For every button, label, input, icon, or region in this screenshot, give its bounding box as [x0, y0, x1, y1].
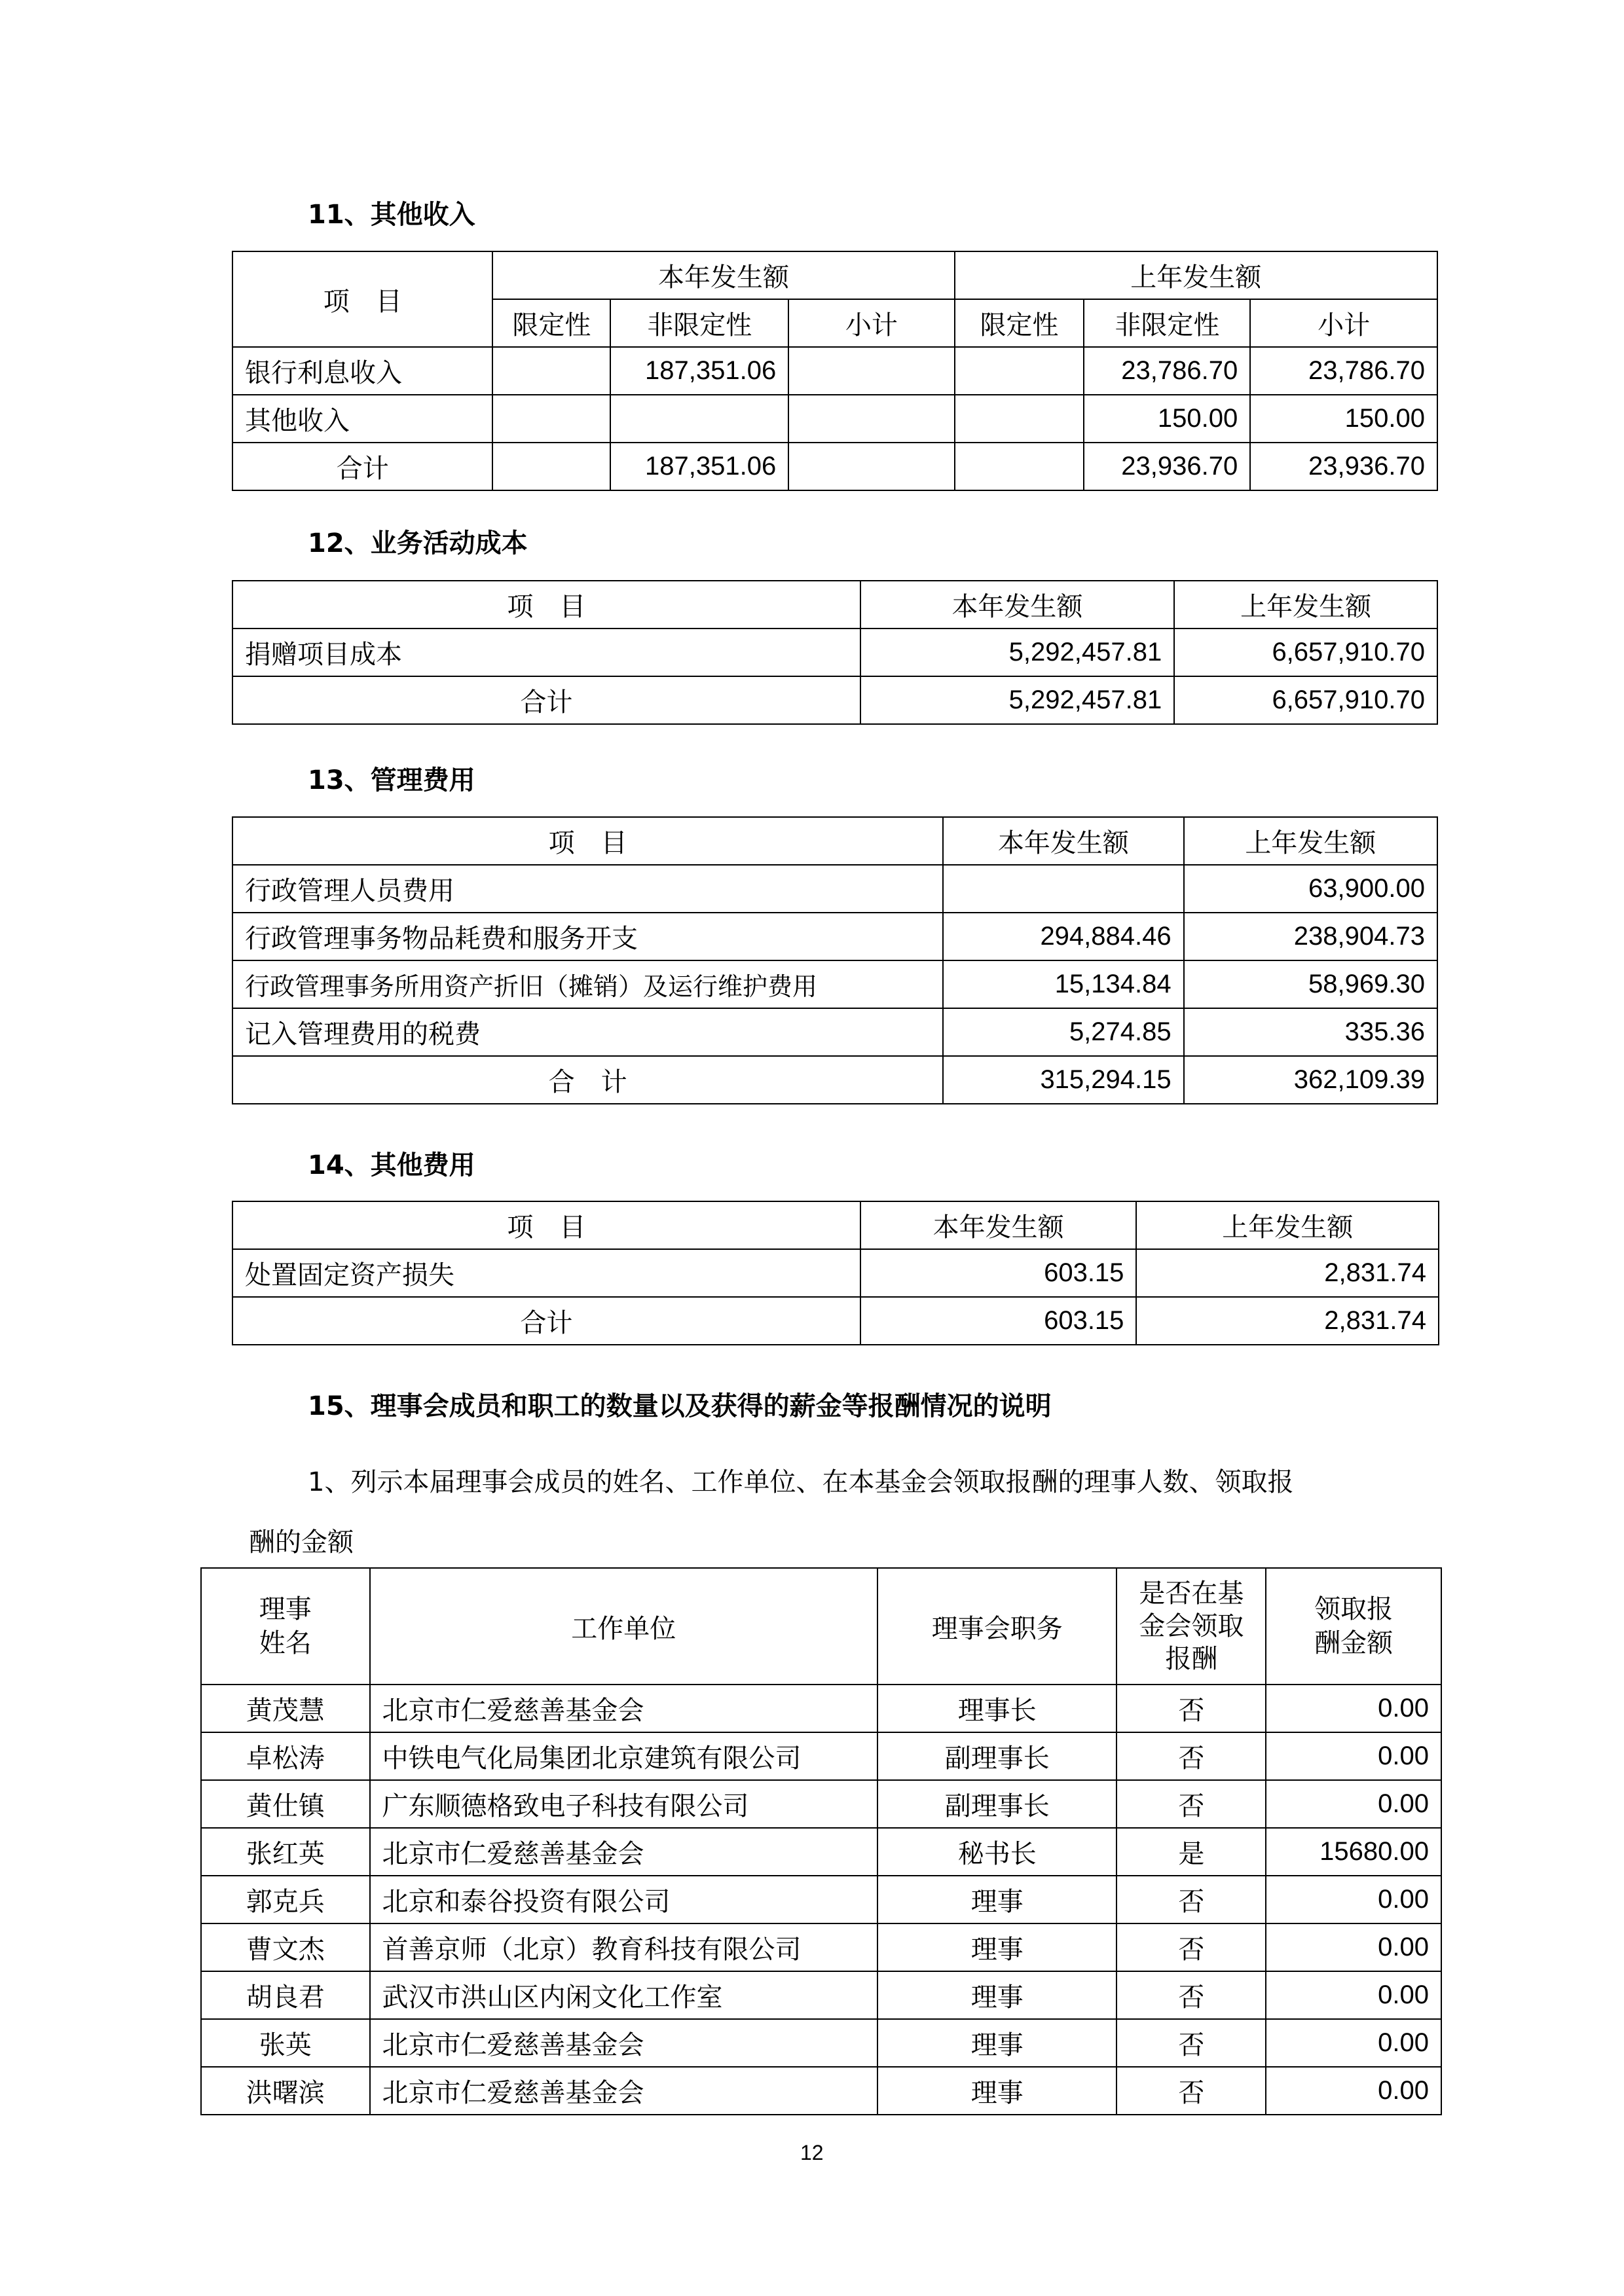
header-current-year: 本年发生额	[943, 817, 1183, 865]
cell: 150.00	[1250, 395, 1437, 443]
row-name: 行政管理人员费用	[232, 865, 943, 913]
other-income-table	[232, 251, 1438, 491]
header-organization: 工作单位	[370, 1568, 878, 1685]
member-paid-amount: 0.00	[1266, 1923, 1441, 1971]
cell	[492, 347, 610, 395]
member-paid-amount: 0.00	[1266, 2019, 1441, 2067]
section-15-heading: 15、理事会成员和职工的数量以及获得的薪金等报酬情况的说明	[308, 1391, 1052, 1421]
cell: 335.36	[1184, 1008, 1437, 1056]
member-name: 洪曙滨	[201, 2067, 370, 2115]
member-role: 副理事长	[877, 1780, 1116, 1828]
other-expense-table	[232, 1201, 1439, 1345]
header-item: 项 目	[232, 1201, 860, 1249]
header-text: 酬金额	[1314, 1628, 1393, 1658]
cell: 15,134.84	[943, 960, 1183, 1008]
table-row	[232, 676, 1437, 724]
table-row	[201, 2019, 1441, 2067]
management-expense-table	[232, 816, 1438, 1104]
header-item: 项 目	[232, 251, 492, 347]
member-organization: 武汉市洪山区内闲文化工作室	[370, 1971, 878, 2019]
table-row	[201, 1732, 1441, 1780]
header-text: 领取报	[1314, 1594, 1393, 1624]
cell: 603.15	[860, 1297, 1137, 1345]
table-row	[232, 1249, 1439, 1297]
member-paid-amount: 0.00	[1266, 1780, 1441, 1828]
header-previous-year: 上年发生额	[1184, 817, 1437, 865]
cell	[788, 443, 954, 490]
cell	[492, 443, 610, 490]
member-organization: 北京市仁爱慈善基金会	[370, 1828, 878, 1876]
member-organization: 广东顺德格致电子科技有限公司	[370, 1780, 878, 1828]
header-current-year: 本年发生额	[860, 1201, 1137, 1249]
business-cost-table	[232, 580, 1438, 725]
member-role: 理事	[877, 1971, 1116, 2019]
header-paid-amount	[1266, 1568, 1441, 1685]
member-paid-flag: 否	[1116, 2019, 1266, 2067]
table-row	[232, 629, 1437, 676]
section-14-heading: 14、其他费用	[308, 1150, 475, 1180]
member-organization: 北京和泰谷投资有限公司	[370, 1876, 878, 1923]
cell: 23,936.70	[1084, 443, 1250, 490]
header-text: 金会领取	[1139, 1611, 1244, 1641]
cell	[955, 395, 1084, 443]
row-name: 合计	[232, 676, 860, 724]
row-name: 合 计	[232, 1056, 943, 1104]
row-name: 记入管理费用的税费	[232, 1008, 943, 1056]
row-name: 合计	[232, 443, 492, 490]
section-11-heading: 11、其他收入	[308, 200, 475, 230]
cell: 23,786.70	[1084, 347, 1250, 395]
member-role: 副理事长	[877, 1732, 1116, 1780]
table-row	[201, 1685, 1441, 1732]
member-paid-amount: 0.00	[1266, 1971, 1441, 2019]
header-unrestricted: 非限定性	[1084, 299, 1250, 347]
member-name: 曹文杰	[201, 1923, 370, 1971]
header-text: 是否在基	[1139, 1578, 1244, 1609]
member-role: 理事长	[877, 1685, 1116, 1732]
header-current-year: 本年发生额	[860, 581, 1175, 629]
member-paid-amount: 0.00	[1266, 1876, 1441, 1923]
member-name: 黄茂慧	[201, 1685, 370, 1732]
cell: 5,292,457.81	[860, 629, 1175, 676]
member-name: 张红英	[201, 1828, 370, 1876]
header-paid-flag	[1116, 1568, 1266, 1685]
member-paid-flag: 否	[1116, 1685, 1266, 1732]
cell: 2,831.74	[1136, 1249, 1439, 1297]
member-name: 胡良君	[201, 1971, 370, 2019]
header-item: 项 目	[232, 817, 943, 865]
row-name: 行政管理事务物品耗费和服务开支	[232, 913, 943, 960]
member-paid-flag: 否	[1116, 1971, 1266, 2019]
page-number: 12	[800, 2141, 824, 2164]
member-paid-flag: 否	[1116, 1876, 1266, 1923]
paragraph-line-2: 酬的金额	[249, 1527, 354, 1558]
member-paid-flag: 否	[1116, 1732, 1266, 1780]
header-unrestricted: 非限定性	[610, 299, 788, 347]
cell: 5,292,457.81	[860, 676, 1175, 724]
header-subtotal: 小计	[788, 299, 954, 347]
table-row	[201, 1876, 1441, 1923]
member-paid-flag: 否	[1116, 2067, 1266, 2115]
cell: 23,936.70	[1250, 443, 1437, 490]
cell: 187,351.06	[610, 443, 788, 490]
row-name: 捐赠项目成本	[232, 629, 860, 676]
member-paid-amount: 0.00	[1266, 1685, 1441, 1732]
member-name: 黄仕镇	[201, 1780, 370, 1828]
header-previous-year: 上年发生额	[1136, 1201, 1439, 1249]
header-restricted: 限定性	[492, 299, 610, 347]
cell: 2,831.74	[1136, 1297, 1439, 1345]
header-previous-year: 上年发生额	[1174, 581, 1437, 629]
table-row	[201, 1923, 1441, 1971]
cell	[955, 347, 1084, 395]
member-organization: 北京市仁爱慈善基金会	[370, 2019, 878, 2067]
row-name: 处置固定资产损失	[232, 1249, 860, 1297]
member-paid-amount: 0.00	[1266, 1732, 1441, 1780]
cell: 58,969.30	[1184, 960, 1437, 1008]
cell	[788, 347, 954, 395]
table-row	[232, 865, 1437, 913]
header-text: 报酬	[1165, 1644, 1218, 1674]
member-organization: 北京市仁爱慈善基金会	[370, 1685, 878, 1732]
header-text: 理事	[259, 1594, 312, 1624]
cell: 6,657,910.70	[1174, 629, 1437, 676]
cell: 63,900.00	[1184, 865, 1437, 913]
header-member-name	[201, 1568, 370, 1685]
row-name: 合计	[232, 1297, 860, 1345]
member-role: 理事	[877, 1876, 1116, 1923]
member-name: 张英	[201, 2019, 370, 2067]
table-row	[232, 1008, 1437, 1056]
table-row	[232, 395, 1437, 443]
paragraph-line-1: 1、列示本届理事会成员的姓名、工作单位、在本基金会领取报酬的理事人数、领取报	[308, 1467, 1294, 1497]
table-row	[232, 960, 1437, 1008]
member-role: 秘书长	[877, 1828, 1116, 1876]
table-row	[201, 1828, 1441, 1876]
cell	[943, 865, 1183, 913]
member-paid-flag: 否	[1116, 1780, 1266, 1828]
table-row	[232, 443, 1437, 490]
table-row	[201, 2067, 1441, 2115]
table-row	[201, 1971, 1441, 2019]
table-row	[232, 1056, 1437, 1104]
cell: 362,109.39	[1184, 1056, 1437, 1104]
section-12-heading: 12、业务活动成本	[308, 528, 528, 558]
row-name: 其他收入	[232, 395, 492, 443]
cell: 150.00	[1084, 395, 1250, 443]
cell: 187,351.06	[610, 347, 788, 395]
member-paid-flag: 是	[1116, 1828, 1266, 1876]
member-organization: 北京市仁爱慈善基金会	[370, 2067, 878, 2115]
member-organization: 首善京师（北京）教育科技有限公司	[370, 1923, 878, 1971]
header-current-year: 本年发生额	[492, 251, 954, 299]
member-organization: 中铁电气化局集团北京建筑有限公司	[370, 1732, 878, 1780]
member-paid-amount: 15680.00	[1266, 1828, 1441, 1876]
header-previous-year: 上年发生额	[955, 251, 1437, 299]
table-row	[232, 1297, 1439, 1345]
cell: 6,657,910.70	[1174, 676, 1437, 724]
cell: 238,904.73	[1184, 913, 1437, 960]
header-subtotal: 小计	[1250, 299, 1437, 347]
header-item: 项 目	[232, 581, 860, 629]
cell: 315,294.15	[943, 1056, 1183, 1104]
header-text: 姓名	[259, 1628, 312, 1658]
cell	[955, 443, 1084, 490]
cell	[788, 395, 954, 443]
table-row	[201, 1780, 1441, 1828]
member-name: 卓松涛	[201, 1732, 370, 1780]
member-role: 理事	[877, 2067, 1116, 2115]
board-members-table	[200, 1567, 1442, 2115]
cell	[610, 395, 788, 443]
cell	[492, 395, 610, 443]
table-row	[232, 913, 1437, 960]
section-13-heading: 13、管理费用	[308, 765, 475, 795]
cell: 23,786.70	[1250, 347, 1437, 395]
member-role: 理事	[877, 2019, 1116, 2067]
row-name: 行政管理事务所用资产折旧（摊销）及运行维护费用	[232, 960, 943, 1008]
member-paid-amount: 0.00	[1266, 2067, 1441, 2115]
row-name: 银行利息收入	[232, 347, 492, 395]
member-role: 理事	[877, 1923, 1116, 1971]
cell: 5,274.85	[943, 1008, 1183, 1056]
header-restricted: 限定性	[955, 299, 1084, 347]
cell: 294,884.46	[943, 913, 1183, 960]
cell: 603.15	[860, 1249, 1137, 1297]
member-paid-flag: 否	[1116, 1923, 1266, 1971]
table-row	[232, 347, 1437, 395]
header-board-role: 理事会职务	[877, 1568, 1116, 1685]
member-name: 郭克兵	[201, 1876, 370, 1923]
